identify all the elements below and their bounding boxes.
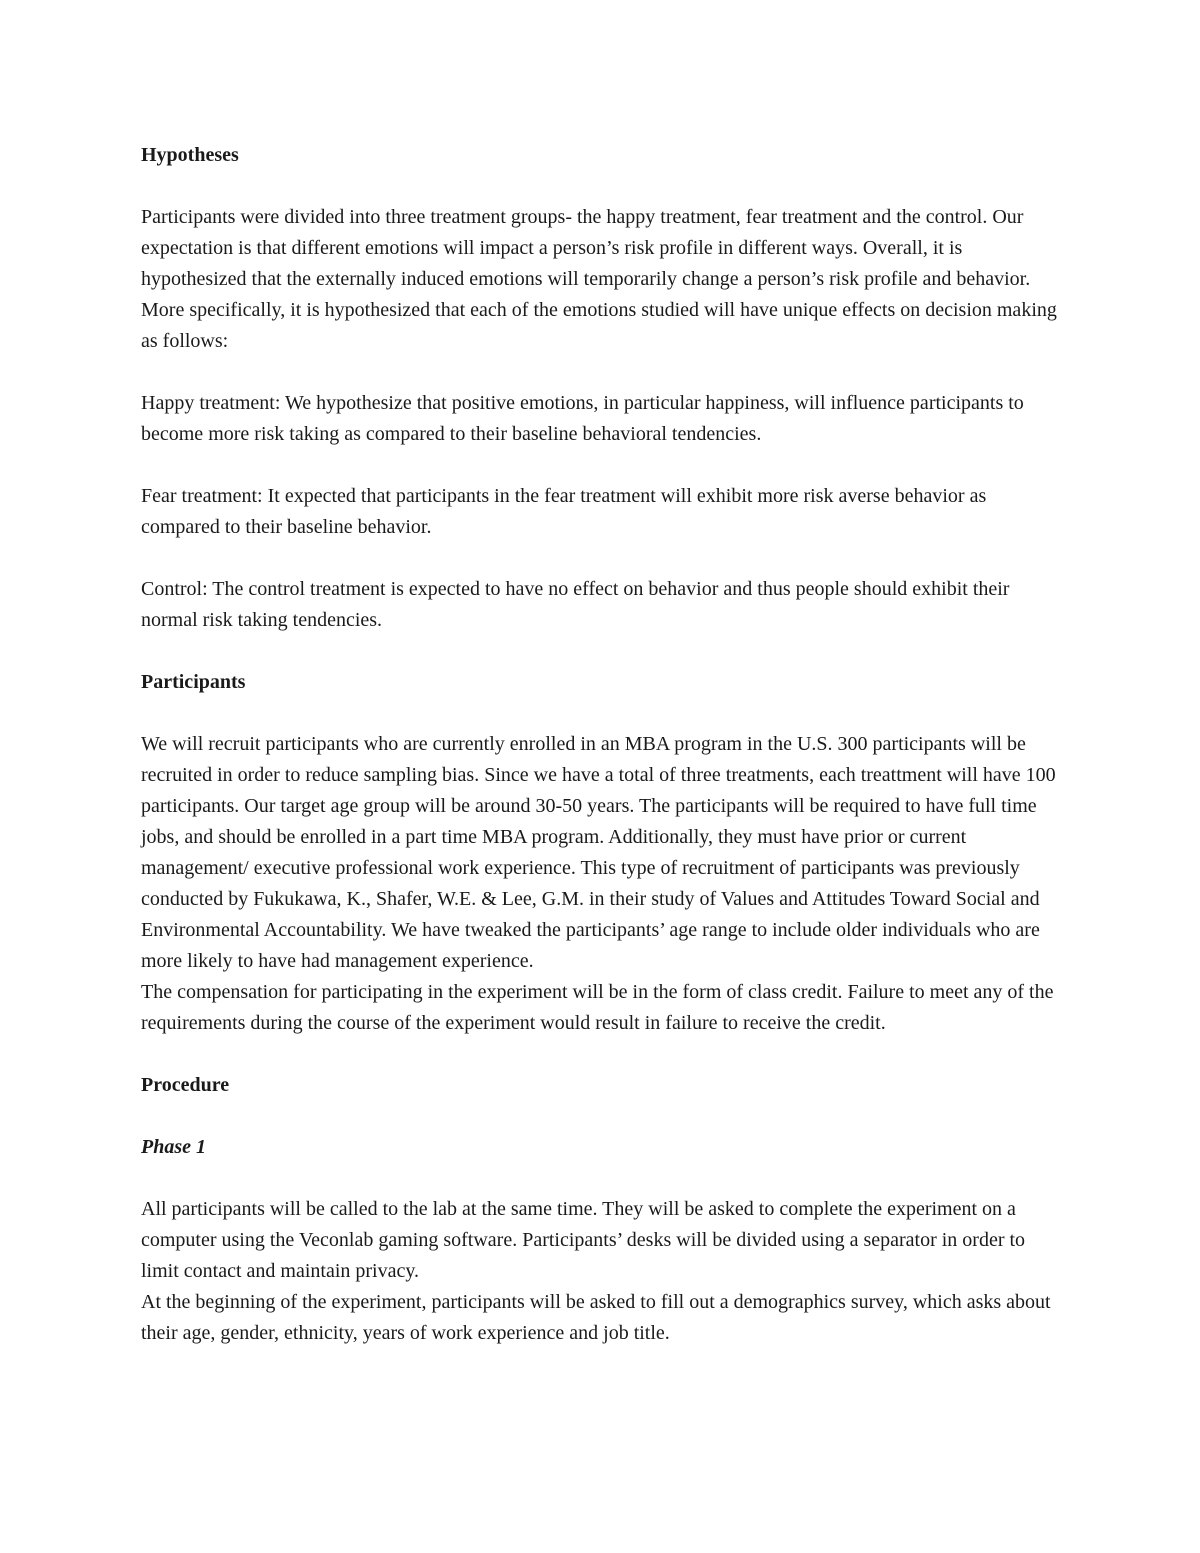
spacer (141, 1163, 1066, 1194)
spacer (141, 543, 1066, 574)
document-content (141, 140, 1066, 1349)
phase-1-heading: Phase 1 (141, 1136, 206, 1158)
spacer (141, 1101, 1066, 1132)
hypotheses-intro-paragraph: Participants were divided into three treatment groups- the happy treatment, fear treatment and the control. Our expectation is that different emotions will impact a person’s risk profile in different ways. Overall, it is hypothesized that the externally induced emotions will temporarily change a person’s risk profile and behavior. More specifically, it is hypothesized that each of the emotions studied will have unique effects on decision making as follows: (141, 206, 1057, 352)
spacer (141, 171, 1066, 202)
control-treatment-paragraph: Control: The control treatment is expected to have no effect on behavior and thus people should exhibit their normal risk taking tendencies. (141, 578, 1010, 631)
spacer (141, 357, 1066, 388)
procedure-heading: Procedure (141, 1074, 230, 1096)
compensation-paragraph: The compensation for participating in the experiment will be in the form of class credit. Failure to meet any of the requirements during the course of the experiment would result in failure to receive the credit. (141, 981, 1054, 1034)
hypotheses-heading: Hypotheses (141, 144, 239, 166)
spacer (141, 636, 1066, 667)
fear-treatment-paragraph: Fear treatment: It expected that participants in the fear treatment will exhibit more risk averse behavior as compared to their baseline behavior. (141, 485, 987, 538)
participants-paragraph: We will recruit participants who are currently enrolled in an MBA program in the U.S. 300 participants will be recruited in order to reduce sampling bias. Since we have a total of three treatments, each treattment will have 100 participants. Our target age group will be around 30-50 years. The participants will be required to have full time jobs, and should be enrolled in a part time MBA program. Additionally, they must have prior or current management/ executive professional work experience. This type of recruitment of participants was previously conducted by Fukukawa, K., Shafer, W.E. & Lee, G.M. in their study of Values and Attitudes Toward Social and Environmental Accountability. We have tweaked the participants’ age range to include older individuals who are more likely to have had management experience. (141, 733, 1056, 972)
spacer (141, 698, 1066, 729)
happy-treatment-paragraph: Happy treatment: We hypothesize that positive emotions, in particular happiness, will influence participants to become more risk taking as compared to their baseline behavioral tendencies. (141, 392, 1024, 445)
spacer (141, 1039, 1066, 1070)
phase-1-paragraph: All participants will be called to the lab at the same time. They will be asked to complete the experiment on a computer using the Veconlab gaming software. Participants’ desks will be divided using a separator in order to limit contact and maintain privacy. (141, 1198, 1026, 1282)
demographics-survey-paragraph: At the beginning of the experiment, participants will be asked to fill out a demographics survey, which asks about their age, gender, ethnicity, years of work experience and job title. (141, 1291, 1051, 1344)
spacer (141, 450, 1066, 481)
participants-heading: Participants (141, 671, 246, 693)
